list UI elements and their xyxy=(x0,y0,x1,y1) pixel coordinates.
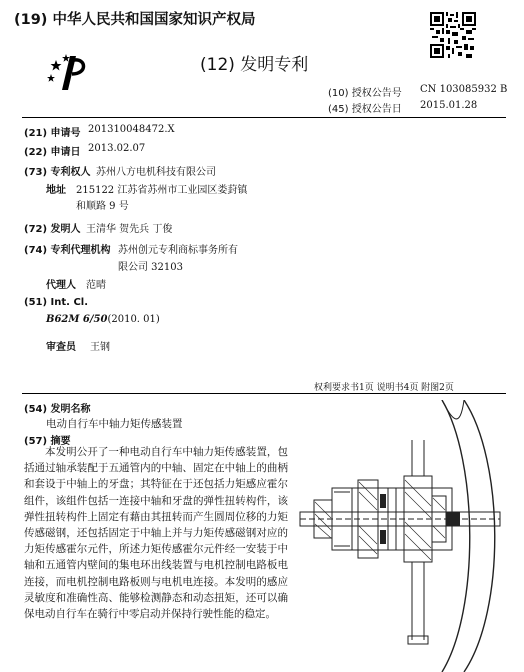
agent-label: 代理人 xyxy=(46,280,76,291)
pub-date-label: (45) 授权公告日 xyxy=(328,104,402,115)
address-label: 地址 xyxy=(46,185,66,196)
app-date: 2013.02.07 xyxy=(88,143,146,154)
middle-rule xyxy=(22,393,506,394)
header-rule xyxy=(22,117,506,118)
pages-info: 权利要求书1页 说明书4页 附图2页 xyxy=(314,383,454,393)
document-type: (12) 发明专利 xyxy=(200,55,309,75)
abstract-text: 本发明公开了一种电动自行车中轴力矩传感装置，包括通过轴承装配于五通管内的中轴、固定在中轴上的曲柄和套设于中轴上的牙盘；其特征在于还包括力矩感应霍尔组件，该组件包括一连接中轴和牙盘的弹性扭转构件，该弹性扭转构件上固定有藉由其扭转而产生圆周位移的力矩传感磁钢，还包括固定于中轴上并与力矩传感磁钢对应的力矩传感霍尔元件，所述力矩传感霍尔元件经一安装于中轴和五通管内壁间的集电环出线装置与电机控制电路板电连接，而电机控制电路板则与电机电连接。本发明的感应灵敏度和准确性高、能够检测静态和动态扭矩，还可以确保电动自行车在骑行中零启动并保持行驶性能的稳定。 xyxy=(24,446,288,621)
app-no: 201310048472.X xyxy=(88,124,175,135)
agency-label: (74) 专利代理机构 xyxy=(24,245,111,256)
inventors: 王清华 贺先兵 丁俊 xyxy=(86,224,173,235)
address-line2: 和顺路 9 号 xyxy=(76,201,129,212)
address-line1: 215122 江苏省苏州市工业园区娄葑镇 xyxy=(76,185,248,196)
qr-code xyxy=(430,12,476,58)
cnipa-logo xyxy=(46,50,90,94)
abstract-figure xyxy=(292,400,524,672)
pub-number-label: (10) 授权公告号 xyxy=(328,88,402,99)
app-date-label: (22) 申请日 xyxy=(24,147,81,158)
examiner-label: 审查员 xyxy=(46,342,76,353)
agency-line2: 限公司 32103 xyxy=(118,262,183,273)
owner: 苏州八方电机科技有限公司 xyxy=(96,167,216,178)
agent: 范晴 xyxy=(86,280,106,291)
title-label: (54) 发明名称 xyxy=(24,404,91,415)
office-name: (19) 中华人民共和国国家知识产权局 xyxy=(14,12,256,28)
ipc: B62M 6/50(2010. 01) xyxy=(46,314,160,325)
pub-date: 2015.01.28 xyxy=(420,100,478,111)
invention-title: 电动自行车中轴力矩传感装置 xyxy=(46,418,183,430)
agency-line1: 苏州创元专利商标事务所有 xyxy=(118,245,238,256)
app-no-label: (21) 申请号 xyxy=(24,128,81,139)
inventor-label: (72) 发明人 xyxy=(24,224,81,235)
ipc-label: (51) Int. Cl. xyxy=(24,297,89,308)
examiner: 王钢 xyxy=(90,342,110,353)
pub-number: CN 103085932 B xyxy=(420,84,508,95)
abstract-label: (57) 摘要 xyxy=(24,436,71,447)
owner-label: (73) 专利权人 xyxy=(24,167,91,178)
